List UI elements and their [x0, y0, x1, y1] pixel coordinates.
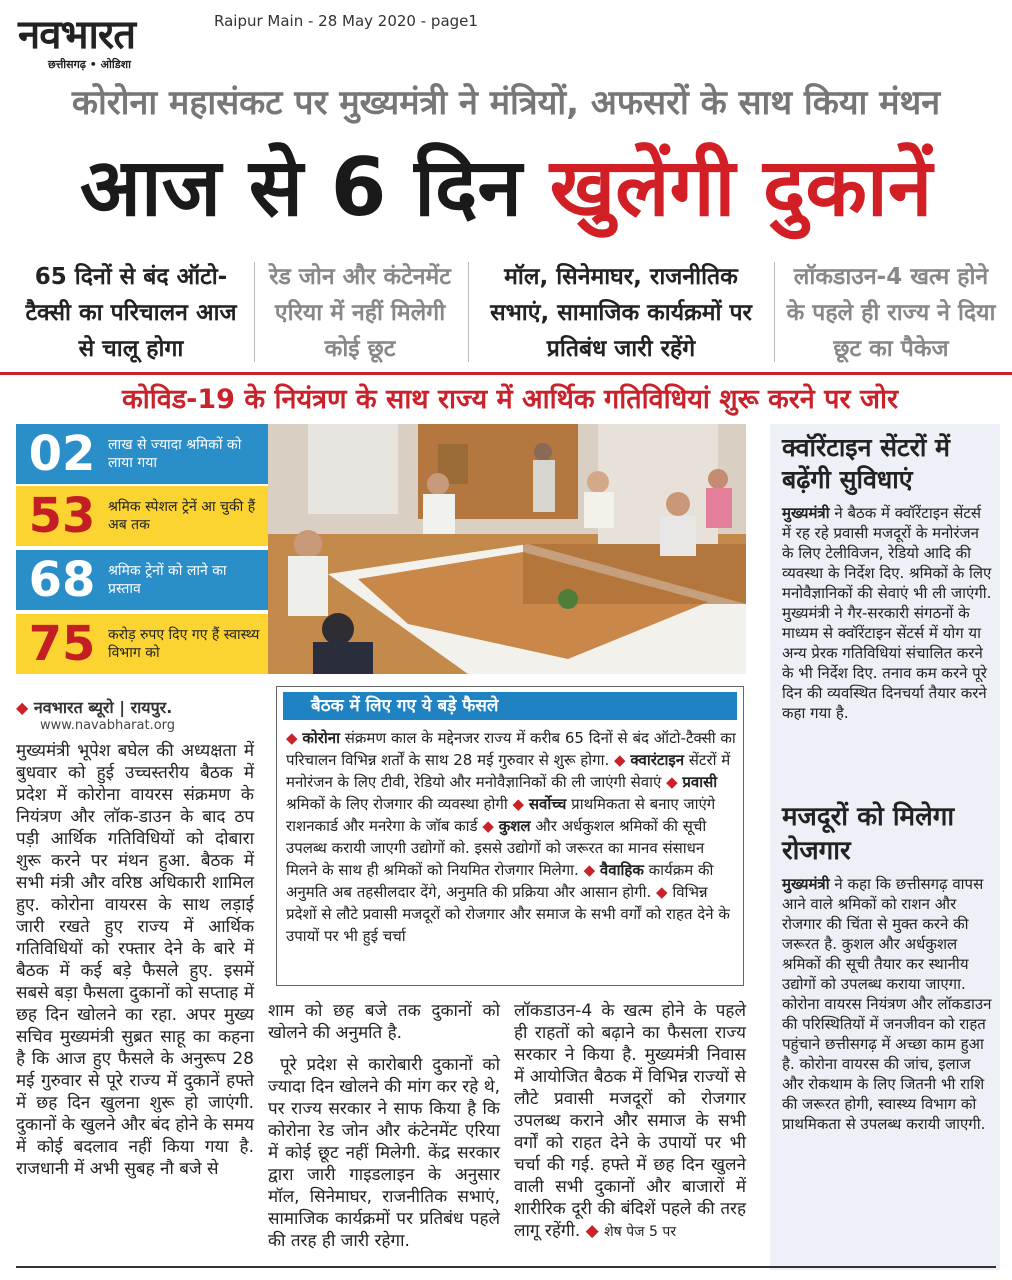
- decision-lead: प्रवासी: [682, 773, 718, 791]
- meeting-photo: [268, 424, 746, 674]
- stat-text: श्रमिक स्पेशल ट्रेनें आ चुकी हैं अब तक: [108, 499, 256, 533]
- decision-text: कार्यक्रम की अनुमति अब तहसीलदार देंगे, अनुमति की प्रक्रिया और आसान होगी.: [286, 861, 714, 901]
- byline-name: नवभारत ब्यूरो: [33, 698, 114, 717]
- decisions-list: ◆ कोरोना संक्रमण काल के मद्देनजर राज्य में करीब 65 दिनों से बंद ऑटो-टैक्सी का परिचालन विभिन्न शर्तों के साथ 28 मई गुरुवार से शुरू होगा. ◆ क्वारंटाइन सेंटरों में मनोरंजन के लिए टीवी, रेडियो और मनोवैज्ञानिकों की ली जाएंगी सेवाएं ◆ प्रवासी श्रमिकों के लिए रोजगार की व्यवस्था होगी ◆ सर्वोच्च प्राथमिकता से बनाए जाएंगे राशनकार्ड और मनरेगा के जॉब कार्ड ◆ कुशल और अर्धकुशल श्रमिकों की सूची उपलब्ध करायी जाएगी उद्योगों को. इससे उद्योगों को जरूरत का मानव संसाधन मिलने के साथ ही श्रमिकों को नियमित रोजगार मिलेगा. ◆ वैवाहिक कार्यक्रम की अनुमति अब तहसीलदार देंगे, अनुमति की प्रक्रिया और आसान होगी. ◆ विभिन्न प्रदेशों से लौटे प्रवासी मजदूरों को रोजगार और समाज के सभी वर्गों को राहत देने के उपायों पर भी हुई चर्चा: [286, 729, 736, 945]
- divider: [254, 262, 255, 362]
- article-column-3: लॉकडाउन-4 के खत्म होने के पहले ही राहतों को बढ़ाने का फैसला राज्य सरकार ने किया है. मुख्यमंत्री निवास में आयोजित बैठक में विभिन्न राज्यों से लौटे प्रवासी मजदूरों को रोजगार उपलब्ध कराने और समाज के सभी वर्गों को राहत देने के उपायों पर भी चर्चा की गई. हफ्ते में छह दिन खुलने वाली सभी दुकानों और बाजारों में शारीरिक दूरी की बंदिशें पहले की तरह लागू रहेंगी. ◆ शेष पेज 5 पर: [514, 1001, 746, 1241]
- decision-lead: कोरोना: [302, 729, 340, 747]
- decisions-title: बैठक में लिए गए ये बड़े फैसले: [283, 692, 737, 720]
- decision-text: विभिन्न प्रदेशों से लौटे प्रवासी मजदूरों को रोजगार और समाज के सभी वर्गों को राहत देने के उपायों पर भी हुई चर्चा: [286, 883, 730, 945]
- headline-part1: आज से 6 दिन: [79, 141, 550, 234]
- summary-2: रेड जोन और कंटेनमेंट एरिया में नहीं मिलेगी कोई छूट: [269, 264, 451, 362]
- stat-text: करोड़ रुपए दिए गए हैं स्वास्थ्य विभाग को: [108, 627, 260, 661]
- article-column-2: [268, 1000, 500, 1252]
- sidebar-paragraph-1: मुख्यमंत्री ने बैठक में क्वॉरेंटाइन सेंटर्स में रह रहे प्रवासी मजदूरों के मनोरंजन के लिए टेलीविजन, रेडियो आदि की व्यवस्था के निर्देश दिए. श्रमिकों के लिए मनोवैज्ञानिकों की सेवाएं भी ली जाएंगी. मुख्यमंत्री ने गैर-सरकारी संगठनों के माध्यम से क्वॉरेंटाइन सेंटर्स में योग या अन्य प्रेरक गतिविधियां संचालित करने के भी निर्देश दिए. तनाव कम करने पूरे दिन की व्यवस्थित दिनचर्या तैयार करने कहा गया है.: [782, 504, 992, 722]
- summary-1: 65 दिनों से बंद ऑटो-टैक्सी का परिचालन आज से चालू होगा: [25, 264, 237, 362]
- decision-lead: कुशल: [498, 817, 531, 835]
- headline: [0, 138, 1012, 238]
- summary-3: मॉल, सिनेमाघर, राजनीतिक सभाएं, सामाजिक कार्यक्रमों पर प्रतिबंध जारी रहेंगे: [490, 264, 752, 362]
- article-paragraph: पूरे प्रदेश से कारोबारी दुकानों को ज्यादा दिन खोलने की मांग कर रहे थे, पर राज्य सरकार ने साफ किया है कि कोरोना रेड जोन और कंटेनमेंट एरिया में कोई छूट नहीं मिलेगी. केंद्र सरकार द्वारा जारी गाइडलाइन के अनुसार मॉल, सिनेमाघर, राजनीतिक सभाएं, सामाजिक कार्यक्रमों पर प्रतिबंध पहले की तरह ही जारी रहेगा.: [268, 1055, 500, 1251]
- divider: [468, 262, 469, 362]
- byline-url: www.navabharat.org: [40, 718, 176, 733]
- article-paragraph: शाम को छह बजे तक दुकानों को खोलने की अनुमति है.: [268, 1001, 500, 1043]
- stat-number: 02: [28, 426, 96, 482]
- stat-box: [16, 550, 268, 610]
- decision-text: और अर्धकुशल श्रमिकों की सूची उपलब्ध करायी जाएगी उद्योगों को. इससे उद्योगों को जरूरत का मानव संसाधन मिलने के साथ ही श्रमिकों को नियमित रोजगार मिलेगा.: [286, 817, 707, 879]
- logo-text: नवभारत: [18, 11, 136, 58]
- decision-text: सेंटरों में मनोरंजन के लिए टीवी, रेडियो और मनोवैज्ञानिकों की ली जाएंगी सेवाएं: [286, 751, 731, 791]
- sidebar-lead: मुख्यमंत्री: [782, 504, 830, 522]
- sidebar-paragraph-2: मुख्यमंत्री ने कहा कि छत्तीसगढ़ वापस आने वाले श्रमिकों को राशन और रोजगार की चिंता से मुक्त करने की जरूरत है. कुशल और अर्धकुशल श्रमिकों की सूची तैयार कर स्थानीय उद्योगों को उपलब्ध कराया जाएगा. कोरोना वायरस नियंत्रण और लॉकडाउन की परिस्थितियों में जनजीवन को राहत पहुंचाने छत्तीसगढ़ में अच्छा काम हुआ है. कोरोना वायरस की जांच, इलाज और रोकथाम के लिए जितनी भी राशि की जरूरत होगी, स्वास्थ्य विभाग को प्राथमिकता से उपलब्ध करायी जाएगी.: [782, 875, 992, 1133]
- stat-number: 75: [28, 616, 96, 672]
- subhead: कोविड-19 के नियंत्रण के साथ राज्य में आर्थिक गतिविधियां शुरू करने पर जोर: [121, 384, 899, 415]
- edition-line: Raipur Main - 28 May 2020 - page1: [214, 12, 478, 30]
- headline-part2: खुलेंगी दुकानें: [549, 141, 933, 234]
- stat-number: 68: [28, 552, 96, 608]
- byline-city: रायपुर.: [130, 698, 173, 717]
- logo-editions: छत्तीसगढ़ • ओडिशा: [48, 58, 131, 71]
- byline-separator: |: [119, 698, 126, 717]
- article-column-1: मुख्यमंत्री भूपेश बघेल की अध्यक्षता में बुधवार को हुई उच्चस्तरीय बैठक में प्रदेश में कोरोना वायरस संक्रमण के नियंत्रण और लॉक-डाउन के बाद ठप पड़ी आर्थिक गतिविधियों को दोबारा शुरू करने पर मंथन हुआ. बैठक में सभी मंत्री और वरिष्ठ अधिकारी शामिल हुए. कोरोना वायरस के साथ लड़ाई जारी रखते हुए राज्य में आर्थिक गतिविधियों को रफ्तार देने के बारे में बैठक में कई बड़े फैसले हुए. इसमें सबसे बड़ा फैसला दुकानों को सप्ताह में छह दिन खोलने का रहा. अपर मुख्य सचिव मुख्यमंत्री सुब्रत साहू का कहना है कि आज हुए फैसले के अनुरूप 28 मई गुरुवार से पूरे राज्य में दुकानें हफ्ते में छह दिन खुलना शुरू हो जाएंगी. दुकानों के खुलने और बंद होने के समय में कोई बदलाव नहीं किया गया है. राजधानी में अभी सुबह नौ बजे से: [16, 741, 254, 1179]
- decision-lead: क्वारंटाइन: [630, 751, 685, 769]
- decision-text: श्रमिकों के लिए रोजगार की व्यवस्था होगी: [286, 795, 508, 813]
- continued-note: शेष पेज 5 पर: [604, 1224, 677, 1240]
- bottom-rule: [16, 1266, 996, 1268]
- byline: ◆ नवभारत ब्यूरो | रायपुर.: [16, 698, 173, 717]
- sidebar-heading-2: मजदूरों को मिलेगा रोजगार: [782, 802, 955, 866]
- decision-lead: सर्वोच्च: [528, 795, 567, 813]
- stat-box: [16, 486, 268, 546]
- divider: [774, 262, 775, 362]
- decision-text: संक्रमण काल के मद्देनजर राज्य में करीब 65 दिनों से बंद ऑटो-टैक्सी का परिचालन विभिन्न शर्तों के साथ 28 मई गुरुवार से शुरू होगा.: [286, 729, 736, 769]
- stat-text: श्रमिक ट्रेनों को लाने का प्रस्ताव: [108, 563, 227, 597]
- summary-4: लॉकडाउन-4 खत्म होने के पहले ही राज्य ने दिया छूट का पैकेज: [786, 264, 996, 362]
- meeting-photo-illustration: [268, 424, 746, 674]
- article-paragraph: लॉकडाउन-4 के खत्म होने के पहले ही राहतों को बढ़ाने का फैसला राज्य सरकार ने किया है. मुख्यमंत्री निवास में आयोजित बैठक में विभिन्न राज्यों से लौटे प्रवासी मजदूरों को रोजगार उपलब्ध कराने और समाज के सभी वर्गों को राहत देने के उपायों पर भी चर्चा की गई. हफ्ते में छह दिन खुलने वाली सभी दुकानों और बाजारों में शारीरिक दूरी की बंदिशें पहले की तरह लागू रहेंगी.: [514, 1001, 746, 1241]
- decision-lead: वैवाहिक: [599, 861, 644, 879]
- stat-number: 53: [28, 488, 96, 544]
- sidebar-heading-1: क्वॉरेंटाइन सेंटरों में बढ़ेंगी सुविधाएं: [782, 433, 951, 494]
- kicker: कोरोना महासंकट पर मुख्यमंत्री ने मंत्रियों, अफसरों के साथ किया मंथन: [71, 83, 941, 123]
- decision-text: प्राथमिकता से बनाए जाएंगे राशनकार्ड और मनरेगा के जॉब कार्ड: [286, 795, 716, 835]
- rule-line: [0, 372, 1012, 375]
- sidebar-lead: मुख्यमंत्री: [782, 875, 830, 893]
- stat-text: लाख से ज्यादा श्रमिकों को लाया गया: [108, 437, 242, 471]
- stat-box: [16, 614, 268, 674]
- stat-box: [16, 424, 268, 484]
- newspaper-logo: [8, 8, 193, 71]
